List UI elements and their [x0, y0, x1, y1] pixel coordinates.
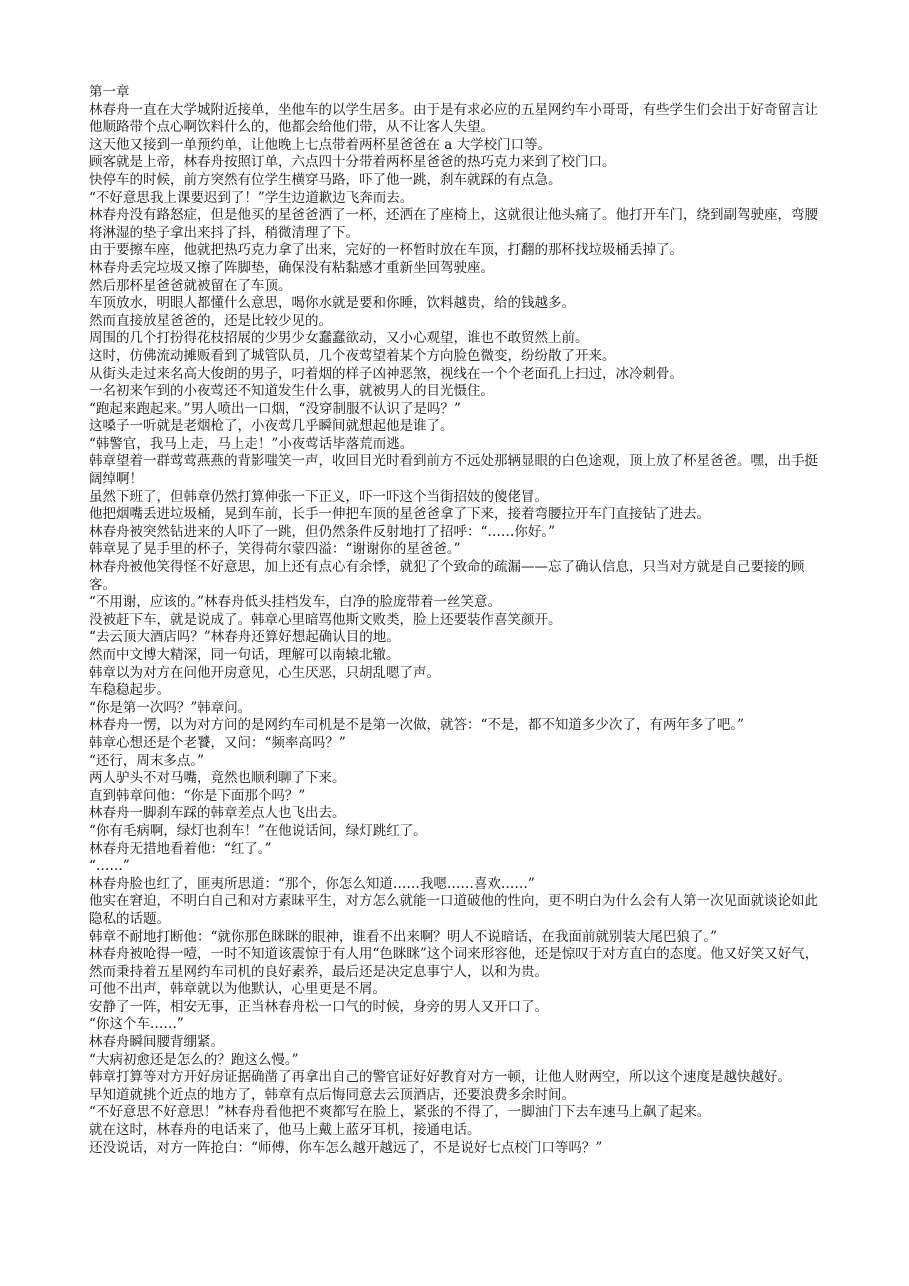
paragraph: 就在这时，林春舟的电话来了，他马上戴上蓝牙耳机，接通电话。	[89, 1122, 481, 1139]
paragraph: 从街头走过来名高大俊朗的男子，叼着烟的样子凶神恶煞，视线在一个个老面孔上扫过，冰冷刺骨。	[89, 365, 683, 382]
paragraph: “不好意思我上课要迟到了！”学生边道歉边飞奔而去。	[89, 189, 414, 206]
paragraph: “韩警官，我马上走，马上走！”小夜莺话毕落荒而逃。	[89, 435, 414, 452]
paragraph: 虽然下班了，但韩章仍然打算伸张一下正义，吓一吓这个当街招妓的傻佬冒。	[89, 488, 548, 505]
paragraph: 林春舟一脚刹车踩的韩章差点人也飞出去。	[89, 805, 346, 822]
paragraph: 韩章心想还是个老饕，又问：“频率高吗？”	[89, 734, 346, 751]
paragraph: 林春舟丢完垃圾又擦了阵脚垫，确保没有粘黏感才重新坐回驾驶座。	[89, 259, 494, 276]
paragraph: 这天他又接到一单预约单，让他晚上七点带着两杯星爸爸在 a 大学校门口等。	[89, 136, 552, 153]
paragraph: “不用谢，应该的。”林春舟低头挂档发车，白净的脸庞带着一丝笑意。	[89, 594, 502, 611]
paragraph: 韩章不耐地打断他：“就你那色眯眯的眼神，谁看不出来啊？明人不说暗话，在我面前就别装大尾巴狼了。”	[89, 928, 718, 945]
paragraph: 林春舟脸也红了，匪夷所思道：“那个，你怎么知道……我嗯……喜欢……”	[89, 875, 535, 892]
paragraph: 这时，仿佛流动摊贩看到了城管队员，几个夜莺望着某个方向脸色微变，纷纷散了开来。	[89, 347, 616, 364]
paragraph: “你是第一次吗？”韩章问。	[89, 699, 252, 716]
paragraph: 还没说话，对方一阵抢白：“师傅，你车怎么越开越远了，不是说好七点校门口等吗？”	[89, 1139, 603, 1156]
paragraph: 林春舟没有路怒症，但是他买的星爸爸洒了一杯，还洒在了座椅上，这就很让他头痛了。他打开车门，绕到副驾驶座，弯腰将淋湿的垫子拿出来抖了抖，稍微清理了下。	[89, 207, 818, 241]
paragraph: 他实在窘迫，不明白自己和对方素昧平生，对方怎么就能一口道破他的性向，更不明白为什么会有人第一次见面就谈论如此隐私的话题。	[89, 893, 818, 927]
paragraph: 林春舟瞬间腰背绷紧。	[89, 1034, 224, 1051]
paragraph: 早知道就挑个近点的地方了，韩章有点后悔同意去云顶酒店，还要浪费多余时间。	[89, 1086, 575, 1103]
paragraph: 顾客就是上帝，林春舟按照订单，六点四十分带着两杯星爸爸的热巧克力来到了校门口。	[89, 154, 616, 171]
paragraph: 林春舟无措地看着他：“红了。”	[89, 840, 272, 857]
document-page	[89, 84, 823, 1157]
paragraph: “不好意思不好意思！”林春舟看他把不爽都写在脸上，紧张的不得了，一脚油门下去车速马上飙了起来。	[89, 1104, 711, 1121]
chapter-title: 第一章	[89, 84, 130, 100]
paragraph: “你有毛病啊，绿灯也刹车！”在他说话间，绿灯跳红了。	[89, 822, 427, 839]
paragraph: 林春舟被突然钻进来的人吓了一跳，但仍然条件反射地打了招呼：“……你好。”	[89, 523, 556, 540]
paragraph: 安静了一阵，相安无事，正当林春舟松一口气的时候，身旁的男人又开口了。	[89, 998, 548, 1015]
paragraph: 直到韩章问他：“你是下面那个吗？”	[89, 787, 306, 804]
paragraph: 他把烟嘴丢进垃圾桶，晃到车前，长手一伸把车顶的星爸爸拿了下来，接着弯腰拉开车门直接钻了进去。	[89, 506, 710, 523]
paragraph: 没被赶下车，就是说成了。韩章心里暗骂他斯文败类，脸上还要装作喜笑颜开。	[89, 611, 562, 628]
paragraph: “还行，周末多点。”	[89, 752, 205, 769]
paragraph: 一名初来乍到的小夜莺还不知道发生什么事，就被男人的目光慑住。	[89, 383, 494, 400]
paragraph: 车稳稳起步。	[89, 682, 170, 699]
paragraph: 可他不出声，韩章就以为他默认，心里更是不屑。	[89, 981, 386, 998]
paragraph: 林春舟一直在大学城附近接单，坐他车的以学生居多。由于是有求必应的五星网约车小哥哥，有些学生们会出于好奇留言让他顺路带个点心啊饮料什么的，他都会给他们带，从不让客人失望。	[89, 101, 818, 136]
paragraph: 然而直接放星爸爸的，还是比较少见的。	[89, 312, 332, 329]
paragraph: 两人驴头不对马嘴，竟然也顺利聊了下来。	[89, 770, 346, 787]
paragraph: “跑起来跑起来。”男人喷出一口烟，“没穿制服不认识了是吗？”	[89, 400, 461, 417]
paragraph: 然而中文博大精深，同一句话，理解可以南辕北辙。	[89, 647, 400, 663]
paragraph: 由于要擦车座，他就把热巧克力拿了出来，完好的一杯暂时放在车顶，打翻的那杯找垃圾桶丢掉了。	[89, 242, 683, 259]
document-body	[89, 102, 823, 1158]
paragraph: 然后那杯星爸爸就被留在了车顶。	[89, 277, 292, 294]
paragraph: 林春舟一愣，以为对方问的是网约车司机是不是第一次做，就答：“不是，都不知道多少次了，有两年多了吧。”	[89, 717, 745, 734]
paragraph: “……”	[89, 858, 130, 875]
paragraph: “去云顶大酒店吗？”林春舟还算好想起确认目的地。	[89, 629, 400, 646]
paragraph: 林春舟被呛得一噎，一时不知道该震惊于有人用“色眯眯”这个词来形容他，还是惊叹于对方直白的态度。他又好笑又好气，然而秉持着五星网约车司机的良好素养，最后还是决定息事宁人，以和为贵。	[89, 946, 819, 980]
paragraph: 韩章以为对方在问他开房意见，心生厌恶，只胡乱嗯了声。	[89, 664, 440, 681]
paragraph: 林春舟被他笑得怪不好意思，加上还有点心有余悸，就犯了个致命的疏漏——忘了确认信息，只当对方就是自己要接的顾客。	[89, 559, 805, 593]
paragraph: 车顶放水，明眼人都懂什么意思，喝你水就是要和你睡，饮料越贵，给的钱越多。	[89, 295, 575, 312]
paragraph: “你这个车……”	[89, 1016, 184, 1033]
paragraph: “大病初愈还是怎么的？跑这么慢。”	[89, 1051, 299, 1068]
paragraph: 韩章晃了晃手里的杯子，笑得荷尔蒙四溢：“谢谢你的星爸爸。”	[89, 541, 461, 558]
paragraph: 周围的几个打扮得花枝招展的少男少女蠢蠢欲动，又小心观望，谁也不敢贸然上前。	[89, 330, 589, 347]
paragraph: 韩章打算等对方开好房证据确凿了再拿出自己的警官证好好教育对方一顿，让他人财两空，所以这个速度是越快越好。	[89, 1069, 791, 1086]
paragraph: 韩章望着一群莺莺燕燕的背影嗤笑一声，收回目光时看到前方不远处那辆显眼的白色途观，顶上放了杯星爸爸。嘿，出手挺阔绰啊！	[89, 453, 818, 488]
paragraph: 这嗓子一听就是老烟枪了，小夜莺几乎瞬间就想起他是谁了。	[89, 418, 454, 435]
paragraph: 快停车的时候，前方突然有位学生横穿马路，吓了他一跳，刹车就踩的有点急。	[89, 171, 562, 188]
